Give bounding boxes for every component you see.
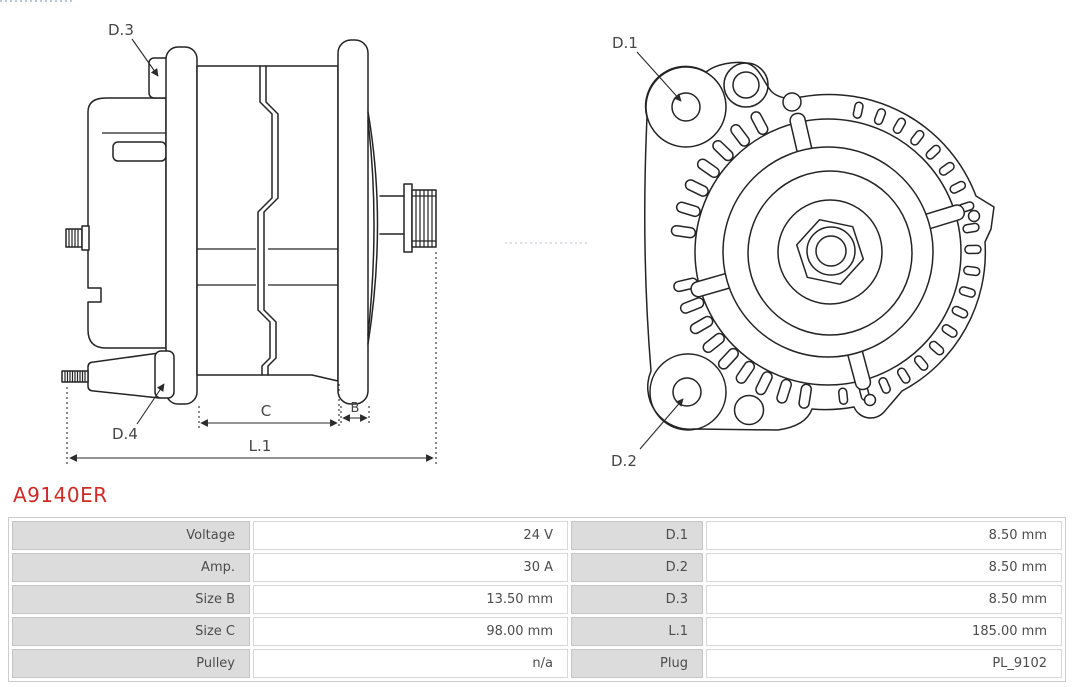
spec-label-sizec: Size C <box>12 617 250 646</box>
spec-label-sizeb: Size B <box>12 585 250 614</box>
mount-hole-d1 <box>672 93 700 121</box>
spec-label-d1: D.1 <box>571 521 703 550</box>
brush-holder-slot <box>113 142 166 161</box>
spec-value-amp: 30 A <box>253 553 568 582</box>
rear-housing <box>88 98 166 348</box>
spec-value-plug: PL_9102 <box>706 649 1062 678</box>
small-hole-bottom-right <box>865 395 876 406</box>
spec-label-d3: D.3 <box>571 585 703 614</box>
mount-hole-bottom <box>735 396 764 425</box>
spec-label-voltage: Voltage <box>12 521 250 550</box>
spec-label-d2: D.2 <box>571 553 703 582</box>
right-lug <box>338 40 368 404</box>
spec-value-d3: 8.50 mm <box>706 585 1062 614</box>
lower-stud-threads <box>65 371 85 382</box>
spec-value-d2: 8.50 mm <box>706 553 1062 582</box>
dim-label-d2: D.2 <box>611 452 637 470</box>
stator-body <box>197 66 338 381</box>
small-hole-right-ear <box>969 211 980 222</box>
mount-hole-top <box>733 72 759 98</box>
spec-label-l1: L.1 <box>571 617 703 646</box>
spec-value-d1: 8.50 mm <box>706 521 1062 550</box>
dim-label-d3: D.3 <box>108 21 134 39</box>
left-lug <box>166 47 197 404</box>
spec-value-pulley: n/a <box>253 649 568 678</box>
spec-label-pulley: Pulley <box>12 649 250 678</box>
mount-ear-d4 <box>155 351 174 398</box>
part-number[interactable]: A9140ER <box>13 483 108 507</box>
spec-table <box>8 517 1066 682</box>
upper-stud-collar <box>82 226 89 250</box>
dim-label-d1: D.1 <box>612 34 638 52</box>
spec-value-sizec: 98.00 mm <box>253 617 568 646</box>
shaft <box>380 196 405 234</box>
dim-label-b: B <box>350 401 360 416</box>
spec-value-voltage: 24 V <box>253 521 568 550</box>
side-view-drawing <box>62 21 436 465</box>
dim-label-d4: D.4 <box>112 425 138 443</box>
small-hole-top <box>783 93 801 111</box>
front-bulge-outer <box>368 112 378 344</box>
shaft-end-inner <box>816 236 846 266</box>
spec-label-plug: Plug <box>571 649 703 678</box>
shaft-flange <box>404 184 412 252</box>
mount-hole-d2 <box>673 378 701 406</box>
front-view-drawing <box>611 34 994 470</box>
spec-value-sizeb: 13.50 mm <box>253 585 568 614</box>
dim-label-c: C <box>260 402 272 420</box>
spec-grid <box>12 521 1062 678</box>
spec-label-amp: Amp. <box>12 553 250 582</box>
spec-value-l1: 185.00 mm <box>706 617 1062 646</box>
dim-label-l1: L.1 <box>248 437 272 455</box>
